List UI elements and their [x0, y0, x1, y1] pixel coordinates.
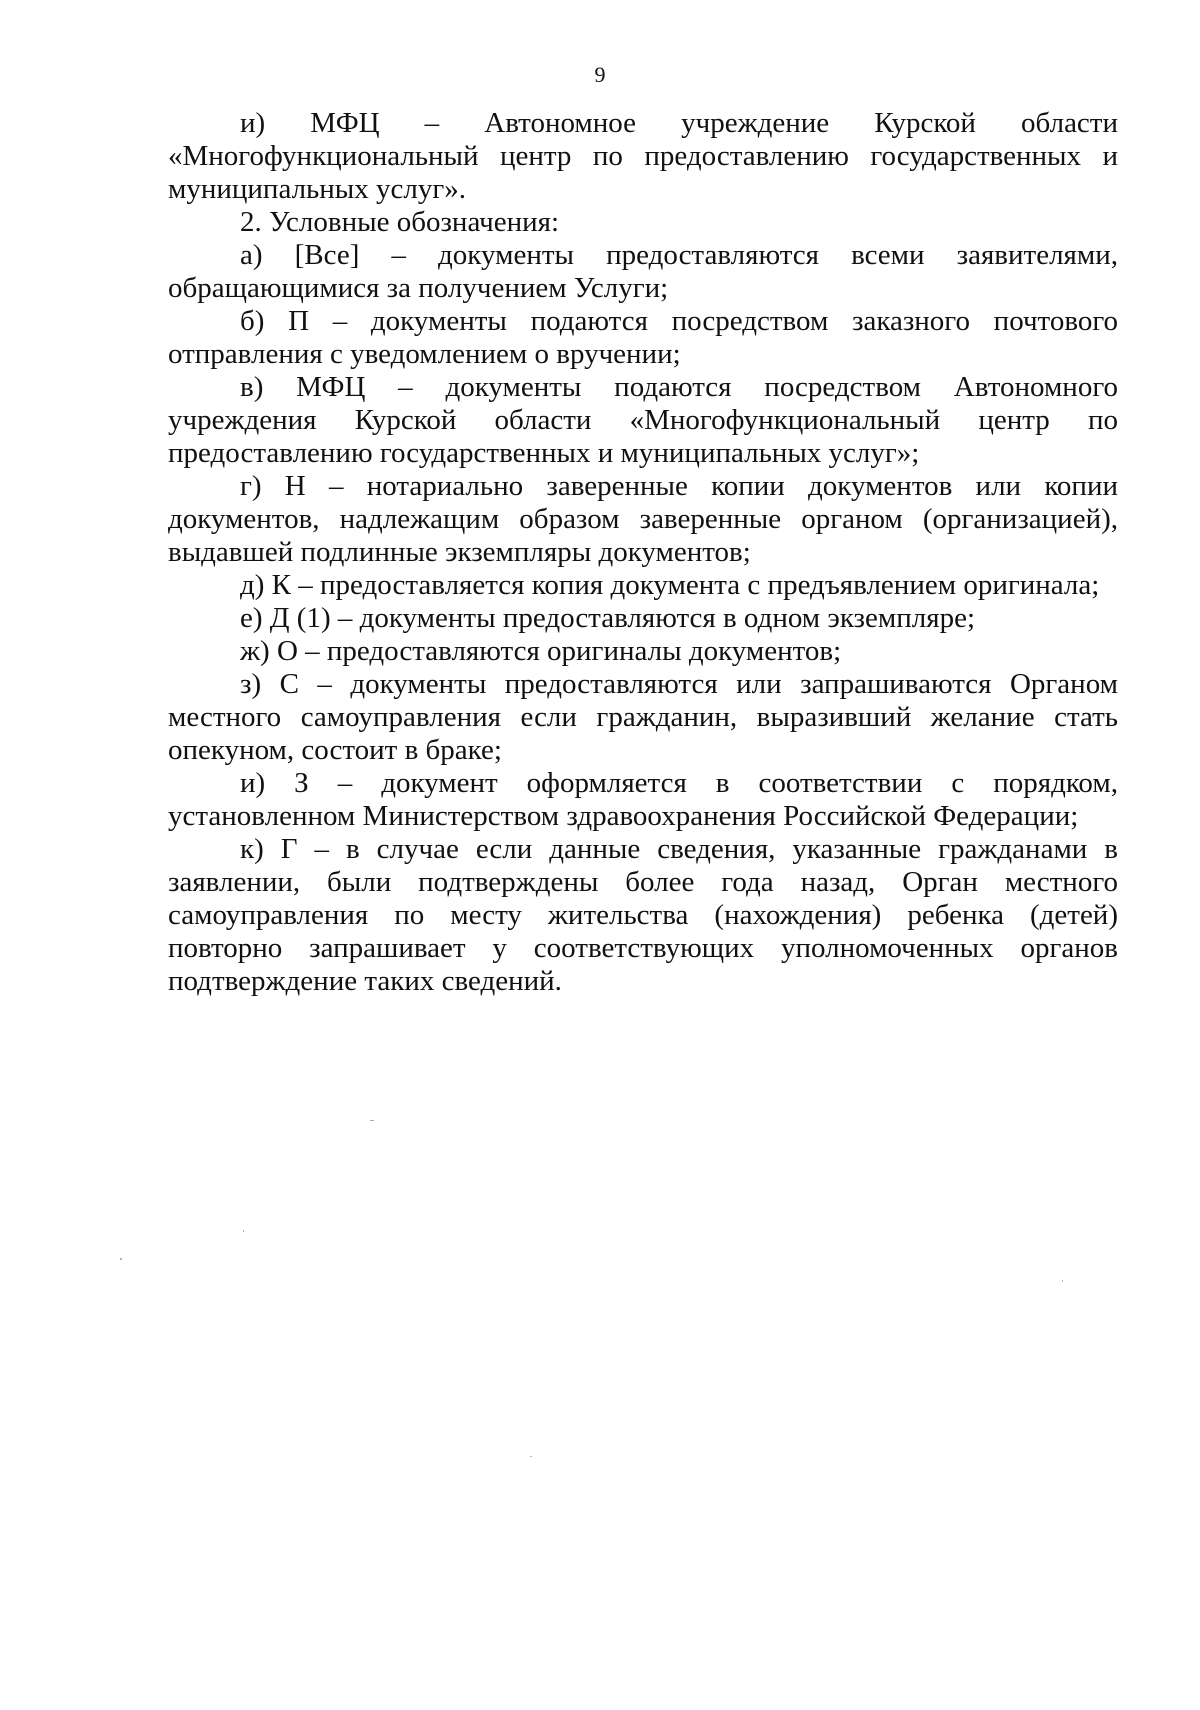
scan-speck	[120, 1258, 122, 1260]
page-number: 9	[594, 62, 606, 87]
legend-item-z: и) З – документ оформляется в соответствии с порядком, установленном Министерством здравоохранения Российской Федерации;	[168, 767, 1118, 832]
legend-item-mfc: в) МФЦ – документы подаются посредством Автономного учреждения Курской области «Многофункциональный центр по предоставлению государственных и муниципальных услуг»;	[168, 371, 1118, 469]
legend-item-p: б) П – документы подаются посредством заказного почтового отправления с уведомлением о вручении;	[168, 305, 1118, 370]
legend-item-n: г) Н – нотариально заверенные копии документов или копии документов, надлежащим образом заверенные органом (организацией), выдавшей подлинные экземпляры документов;	[168, 470, 1118, 568]
legend-item-g: к) Г – в случае если данные сведения, указанные гражданами в заявлении, были подтверждены более года назад, Орган местного самоуправления по месту жительства (нахождения) ребенка (детей) повторно запрашивает у соответствующих уполномоченных органов подтверждение таких сведений.	[168, 833, 1118, 997]
scan-speck	[1062, 1280, 1063, 1282]
legend-item-o: ж) О – предоставляются оригиналы документов;	[240, 635, 842, 667]
paragraph-legend-heading: 2. Условные обозначения:	[240, 206, 560, 238]
paragraph-mfc-definition: и) МФЦ – Автономное учреждение Курской области «Многофункциональный центр по предоставлению государственных и муниципальных услуг».	[168, 107, 1118, 205]
scan-speck	[370, 1120, 374, 1121]
scan-speck	[243, 1230, 244, 1232]
scan-speck	[530, 1456, 532, 1457]
legend-item-s: з) С – документы предоставляются или запрашиваются Органом местного самоуправления если гражданин, выразивший желание стать опекуном, состоит в браке;	[168, 668, 1118, 766]
legend-item-all: а) [Все] – документы предоставляются всеми заявителями, обращающимися за получением Услуги;	[168, 239, 1118, 304]
legend-item-k: д) К – предоставляется копия документа с предъявлением оригинала;	[240, 569, 1100, 601]
document-body	[168, 107, 1118, 998]
legend-item-d1: е) Д (1) – документы предоставляются в одном экземпляре;	[240, 602, 975, 634]
